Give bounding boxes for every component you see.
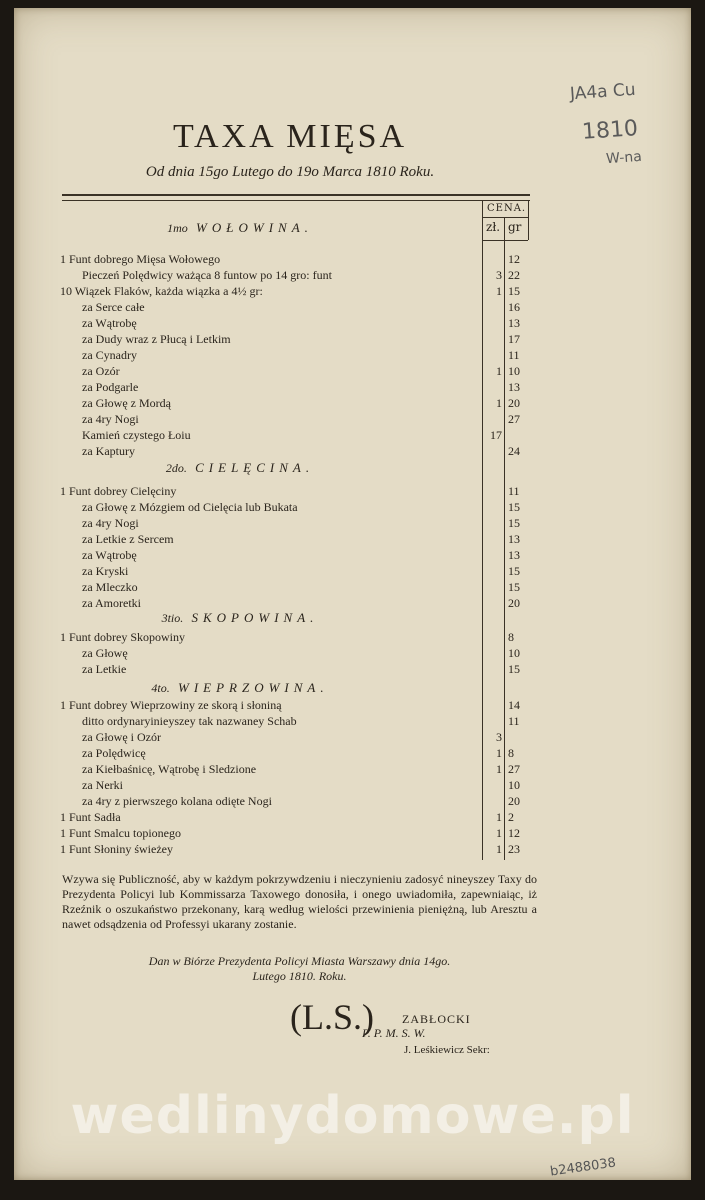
item-label: ditto ordynaryinieyszey tak nazwaney Schab: [82, 714, 297, 728]
item-label: za 4ry z pierwszego kolana odięte Nogi: [82, 794, 272, 808]
item-price-zloty: 1: [496, 284, 502, 298]
item-price-grosz: 15: [508, 564, 520, 578]
item-label: 1 Funt Słoniny świeżey: [60, 842, 173, 856]
item-price-grosz: 10: [508, 778, 520, 792]
item-price-grosz: 20: [508, 794, 520, 808]
item-label: 1 Funt dobrey Skopowiny: [60, 630, 186, 644]
item-price-grosz: 15: [508, 500, 520, 514]
price-row: [60, 348, 530, 364]
price-row: [60, 332, 530, 348]
price-column-header: CENA.: [487, 203, 527, 214]
item-price-grosz: 15: [508, 580, 520, 594]
price-row: [60, 662, 530, 678]
item-price-grosz: 22: [508, 268, 520, 282]
item-price-grosz: 10: [508, 364, 520, 378]
item-label: za Letkie: [82, 662, 127, 676]
item-label: Kamień czystego Łoiu: [82, 428, 191, 442]
item-label: za Głowę z Mordą: [82, 396, 171, 410]
column-divider-right: [528, 200, 529, 240]
item-price-grosz: 13: [508, 316, 520, 330]
item-label: za Dudy wraz z Płucą i Letkim: [82, 332, 231, 346]
zloty-column-header: zł.: [486, 220, 501, 234]
item-price-grosz: 27: [508, 762, 520, 776]
item-price-grosz: 13: [508, 380, 520, 394]
price-row: [60, 284, 530, 300]
item-label: 1 Funt Sadła: [60, 810, 121, 824]
item-price-grosz: 12: [508, 826, 520, 840]
item-label: za Kryski: [82, 564, 129, 578]
item-label: za Kiełbaśnicę, Wątrobę i Sledzione: [82, 762, 257, 776]
item-price-grosz: 15: [508, 662, 520, 676]
item-price-zloty: 1: [496, 396, 502, 410]
title-rule: [62, 194, 530, 201]
item-price-zloty: 3: [496, 268, 502, 282]
price-row: [60, 380, 530, 396]
signatory-office: P. P. M. S. W.: [362, 1026, 426, 1040]
section-heading: 2do. CIELĘCINA.: [165, 460, 315, 475]
item-label: za Letkie z Sercem: [82, 532, 174, 546]
page-title: TAXA MIĘSA: [172, 118, 408, 155]
catalog-number: b2488038: [549, 1155, 617, 1180]
price-row: [60, 794, 530, 810]
price-row: [60, 646, 530, 662]
section-heading: 3tio. SKOPOWINA.: [161, 610, 319, 625]
price-row: [60, 412, 530, 428]
locus-sigilli: (L.S.): [290, 997, 374, 1037]
price-row: [60, 630, 530, 646]
item-price-zloty: 1: [496, 826, 502, 840]
item-price-grosz: 12: [508, 252, 520, 266]
item-price-zloty: 1: [496, 810, 502, 824]
item-price-grosz: 27: [508, 412, 520, 426]
item-label: za Nerki: [82, 778, 123, 792]
item-price-zloty: 1: [496, 364, 502, 378]
item-label: za 4ry Nogi: [82, 412, 139, 426]
price-row: [60, 826, 530, 842]
item-price-grosz: 13: [508, 548, 520, 562]
price-row: [60, 300, 530, 316]
price-row: [60, 428, 530, 444]
item-price-zloty: 3: [496, 730, 502, 744]
item-price-grosz: 15: [508, 516, 520, 530]
price-row: [60, 484, 530, 500]
item-label: za Głowę: [82, 646, 128, 660]
secretary-signature: J. Leśkiewicz Sekr:: [404, 1044, 490, 1056]
item-label: 1 Funt dobrey Wieprzowiny ze skorą i słoniną: [60, 698, 282, 712]
handwritten-year: 1810: [581, 116, 639, 145]
price-row: [60, 580, 530, 596]
item-label: za Kaptury: [82, 444, 135, 458]
price-row: [60, 364, 530, 380]
price-row: [60, 714, 530, 730]
item-price-grosz: 24: [508, 444, 520, 458]
price-row: [60, 252, 530, 268]
item-label: za Głowę i Ozór: [82, 730, 161, 744]
item-label: za Głowę z Mózgiem od Cielęcia lub Bukata: [82, 500, 298, 514]
price-row: [60, 500, 530, 516]
item-price-grosz: 11: [508, 714, 520, 728]
item-price-grosz: 11: [508, 348, 520, 362]
price-row: [60, 842, 530, 858]
item-label: za Ozór: [82, 364, 120, 378]
item-label: 1 Funt dobrego Mięsa Wołowego: [60, 252, 221, 266]
item-label: za Wątrobę: [82, 548, 137, 562]
handwritten-annotation: JA4a Cu: [569, 79, 637, 105]
item-label: za Wątrobę: [82, 316, 137, 330]
item-price-grosz: 17: [508, 332, 520, 346]
price-row: [60, 396, 530, 412]
column-header-rule: [482, 217, 528, 218]
item-price-grosz: 8: [508, 746, 514, 760]
price-row: [60, 746, 530, 762]
public-notice: Wzywa się Publiczność, aby w każdym pokrzywdzeniu i nieczynieniu zadosyć nineyszey Taxy do Prezydenta Policyi lub Kommissarza Taxowego donosiła, i onego uwiadomiła, zapewniaiąc, iż Rzeźnik o oszukaństwo przekonany, karą według wielości przewinienia pieniężną, lub Aresztu a nawet odsądzenia od Professyi ukarany zostanie.: [62, 872, 537, 931]
price-row: [60, 810, 530, 826]
price-row: [60, 564, 530, 580]
watermark: wedlinydomowe.pl: [70, 1086, 635, 1146]
price-row: [60, 762, 530, 778]
price-row: [60, 548, 530, 564]
page-subtitle: Od dnia 15go Lutego do 19o Marca 1810 Roku.: [145, 164, 435, 180]
price-row: [60, 516, 530, 532]
item-label: za Mleczko: [82, 580, 138, 594]
section-heading: 1mo WOŁOWINA.: [167, 220, 313, 235]
section-heading: 4to. WIEPRZOWINA.: [151, 680, 329, 695]
item-price-zloty: 17: [490, 428, 502, 442]
item-price-grosz: 11: [508, 484, 520, 498]
item-label: za Polędwicę: [82, 746, 146, 760]
item-price-grosz: 14: [508, 698, 520, 712]
signatory-name: ZABŁOCKI: [402, 1012, 471, 1026]
price-row: [60, 268, 530, 284]
item-label: 10 Wiązek Flaków, każda wiązka a 4½ gr:: [60, 284, 263, 298]
dated-line: Dan w Biórze Prezydenta Policyi Miasta Warszawy dnia 14go. Lutego 1810. Roku.: [148, 954, 451, 983]
grosz-column-header: gr: [508, 220, 522, 234]
item-price-zloty: 1: [496, 842, 502, 856]
price-row: [60, 698, 530, 714]
item-price-grosz: 23: [508, 842, 520, 856]
item-price-grosz: 2: [508, 810, 514, 824]
item-label: za Amoretki: [82, 596, 141, 610]
item-price-grosz: 13: [508, 532, 520, 546]
item-price-grosz: 20: [508, 396, 520, 410]
item-label: za 4ry Nogi: [82, 516, 139, 530]
item-label: 1 Funt dobrey Cielęciny: [60, 484, 177, 498]
item-price-grosz: 16: [508, 300, 520, 314]
item-price-zloty: 1: [496, 746, 502, 760]
item-price-grosz: 8: [508, 630, 514, 644]
price-row: [60, 532, 530, 548]
price-row: [60, 596, 530, 612]
item-price-grosz: 10: [508, 646, 520, 660]
price-row: [60, 730, 530, 746]
item-label: za Serce całe: [82, 300, 145, 314]
item-label: Pieczeń Polędwicy ważąca 8 funtow po 14 gro: funt: [82, 268, 332, 282]
item-label: za Podgarle: [82, 380, 139, 394]
price-row: [60, 444, 530, 460]
handwritten-note: W-na: [605, 148, 643, 168]
column-header-rule-bottom: [482, 240, 528, 241]
item-label: 1 Funt Smalcu topionego: [60, 826, 181, 840]
item-price-grosz: 20: [508, 596, 520, 610]
price-row: [60, 778, 530, 794]
item-price-zloty: 1: [496, 762, 502, 776]
price-row: [60, 316, 530, 332]
item-price-grosz: 15: [508, 284, 520, 298]
item-label: za Cynadry: [82, 348, 137, 362]
